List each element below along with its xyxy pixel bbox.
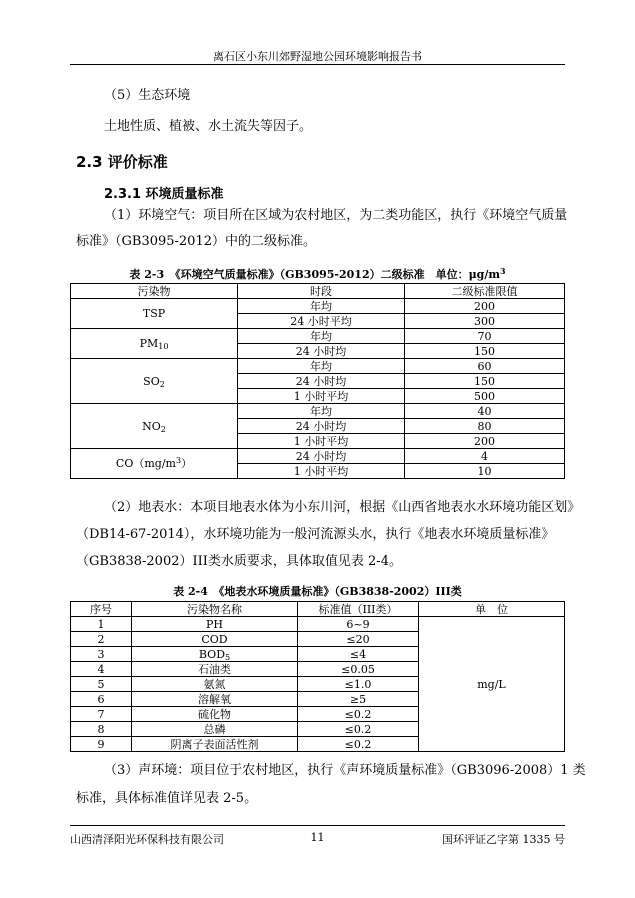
table-row bbox=[71, 449, 565, 464]
no-cell: 2 bbox=[71, 632, 132, 647]
no-cell: 9 bbox=[71, 737, 132, 752]
pollutant-so2: $SO_2$ bbox=[71, 359, 238, 404]
name-cell: PH bbox=[132, 617, 298, 632]
table-header-row bbox=[71, 602, 565, 617]
period-cell: 1 小时平均 bbox=[238, 464, 405, 479]
value-cell: 150 bbox=[405, 344, 565, 359]
footer-rule bbox=[70, 825, 565, 826]
header-unit: 单 位 bbox=[419, 602, 565, 617]
period-cell: 24 小时均 bbox=[238, 419, 405, 434]
section-heading-2-3: 2.3 评价标准 bbox=[76, 153, 168, 171]
value-cell: 200 bbox=[405, 299, 565, 314]
water-paragraph-line-1: （2）地表水：本项目地表水体为小东川河，根据《山西省地表水水环境功能区划》 bbox=[104, 500, 581, 515]
name-cell: 石油类 bbox=[132, 662, 298, 677]
air-paragraph-line-2: 标准》（GB3095-2012）中的二级标准。 bbox=[76, 234, 316, 249]
noise-paragraph-line-1: （3）声环境：项目位于农村地区，执行《声环境质量标准》（GB3096-2008）1 类 bbox=[104, 763, 586, 778]
value-cell: 60 bbox=[405, 359, 565, 374]
period-cell: 24 小时均 bbox=[238, 344, 405, 359]
name-cell: 溶解氧 bbox=[132, 692, 298, 707]
header-limit: 二级标准限值 bbox=[405, 284, 565, 299]
value-cell: 150 bbox=[405, 374, 565, 389]
pollutant-no2: $NO_2$ bbox=[71, 404, 238, 449]
value-cell: 500 bbox=[405, 389, 565, 404]
pollutant-tsp: TSP bbox=[71, 299, 238, 329]
water-paragraph-line-2: （DB14-67-2014），水环境功能为一般河流源头水，执行《地表水环境质量标准》 bbox=[76, 527, 555, 542]
period-cell: 年均 bbox=[238, 359, 405, 374]
table-2-3-caption: 表 2-3 《环境空气质量标准》（GB3095-2012）二级标准 单位：$\mu g/m^3$ bbox=[129, 266, 506, 281]
air-paragraph-line-1: （1）环境空气：项目所在区域为农村地区，为二类功能区，执行《环境空气质量 bbox=[104, 208, 568, 223]
header-standard-value: 标准值（III类） bbox=[298, 602, 419, 617]
table-row bbox=[71, 329, 565, 344]
value-cell: ≤0.2 bbox=[298, 737, 419, 752]
name-cell: COD bbox=[132, 632, 298, 647]
noise-paragraph-line-2: 标准，具体标准值详见表 2-5。 bbox=[76, 791, 258, 806]
table-row bbox=[71, 359, 565, 374]
value-cell: 10 bbox=[405, 464, 565, 479]
value-cell: 80 bbox=[405, 419, 565, 434]
name-cell: 总磷 bbox=[132, 722, 298, 737]
period-cell: 1 小时平均 bbox=[238, 389, 405, 404]
no-cell: 1 bbox=[71, 617, 132, 632]
running-header: 离石区小东川郊野湿地公园环境影响报告书 bbox=[213, 50, 422, 63]
water-paragraph-line-3: （GB3838-2002）III类水质要求，具体取值见表 2-4。 bbox=[76, 554, 402, 569]
unit-cell: mg/L bbox=[419, 617, 565, 752]
air-quality-table bbox=[70, 283, 565, 479]
section-5-label: （5）生态环境 bbox=[104, 88, 191, 103]
name-cell: 阴离子表面活性剂 bbox=[132, 737, 298, 752]
table-row bbox=[71, 299, 565, 314]
value-cell: 300 bbox=[405, 314, 565, 329]
no-cell: 3 bbox=[71, 647, 132, 662]
section-5-text: 土地性质、植被、水土流失等因子。 bbox=[104, 119, 313, 134]
period-cell: 年均 bbox=[238, 404, 405, 419]
value-cell: ≤0.2 bbox=[298, 707, 419, 722]
period-cell: 24 小时均 bbox=[238, 449, 405, 464]
pollutant-pm10: $PM_{10}$ bbox=[71, 329, 238, 359]
value-cell: ≤0.05 bbox=[298, 662, 419, 677]
period-cell: 24 小时均 bbox=[238, 374, 405, 389]
header-pollutant: 污染物 bbox=[71, 284, 238, 299]
name-cell-bod5: $BOD_5$ bbox=[132, 647, 298, 662]
value-cell: ≤1.0 bbox=[298, 677, 419, 692]
table-header-row bbox=[71, 284, 565, 299]
header-no: 序号 bbox=[71, 602, 132, 617]
value-cell: ≤20 bbox=[298, 632, 419, 647]
name-cell: 氨氮 bbox=[132, 677, 298, 692]
pollutant-co: $CO(mg/m^3)$ bbox=[71, 449, 238, 479]
value-cell: 200 bbox=[405, 434, 565, 449]
period-cell: 年均 bbox=[238, 329, 405, 344]
value-cell: 40 bbox=[405, 404, 565, 419]
table-row bbox=[71, 617, 565, 632]
value-cell: 4 bbox=[405, 449, 565, 464]
period-cell: 年均 bbox=[238, 299, 405, 314]
footer-company: 山西清泽阳光环保科技有限公司 bbox=[70, 833, 224, 846]
page-number: 11 bbox=[310, 831, 325, 844]
no-cell: 4 bbox=[71, 662, 132, 677]
header-pollutant-name: 污染物名称 bbox=[132, 602, 298, 617]
footer-certificate: 国环评证乙字第 1335 号 bbox=[442, 833, 565, 846]
value-cell: 70 bbox=[405, 329, 565, 344]
period-cell: 24 小时平均 bbox=[238, 314, 405, 329]
name-cell: 硫化物 bbox=[132, 707, 298, 722]
header-period: 时段 bbox=[238, 284, 405, 299]
header-rule bbox=[70, 64, 565, 65]
value-cell: ≤4 bbox=[298, 647, 419, 662]
no-cell: 8 bbox=[71, 722, 132, 737]
value-cell: ≥5 bbox=[298, 692, 419, 707]
no-cell: 5 bbox=[71, 677, 132, 692]
value-cell: ≤0.2 bbox=[298, 722, 419, 737]
period-cell: 1 小时平均 bbox=[238, 434, 405, 449]
table-row bbox=[71, 404, 565, 419]
no-cell: 6 bbox=[71, 692, 132, 707]
surface-water-table bbox=[70, 601, 565, 752]
no-cell: 7 bbox=[71, 707, 132, 722]
value-cell: 6~9 bbox=[298, 617, 419, 632]
table-2-4-caption: 表 2-4 《地表水环境质量标准》（GB3838-2002）III类 bbox=[173, 585, 462, 598]
section-heading-2-3-1: 2.3.1 环境质量标准 bbox=[104, 187, 224, 202]
